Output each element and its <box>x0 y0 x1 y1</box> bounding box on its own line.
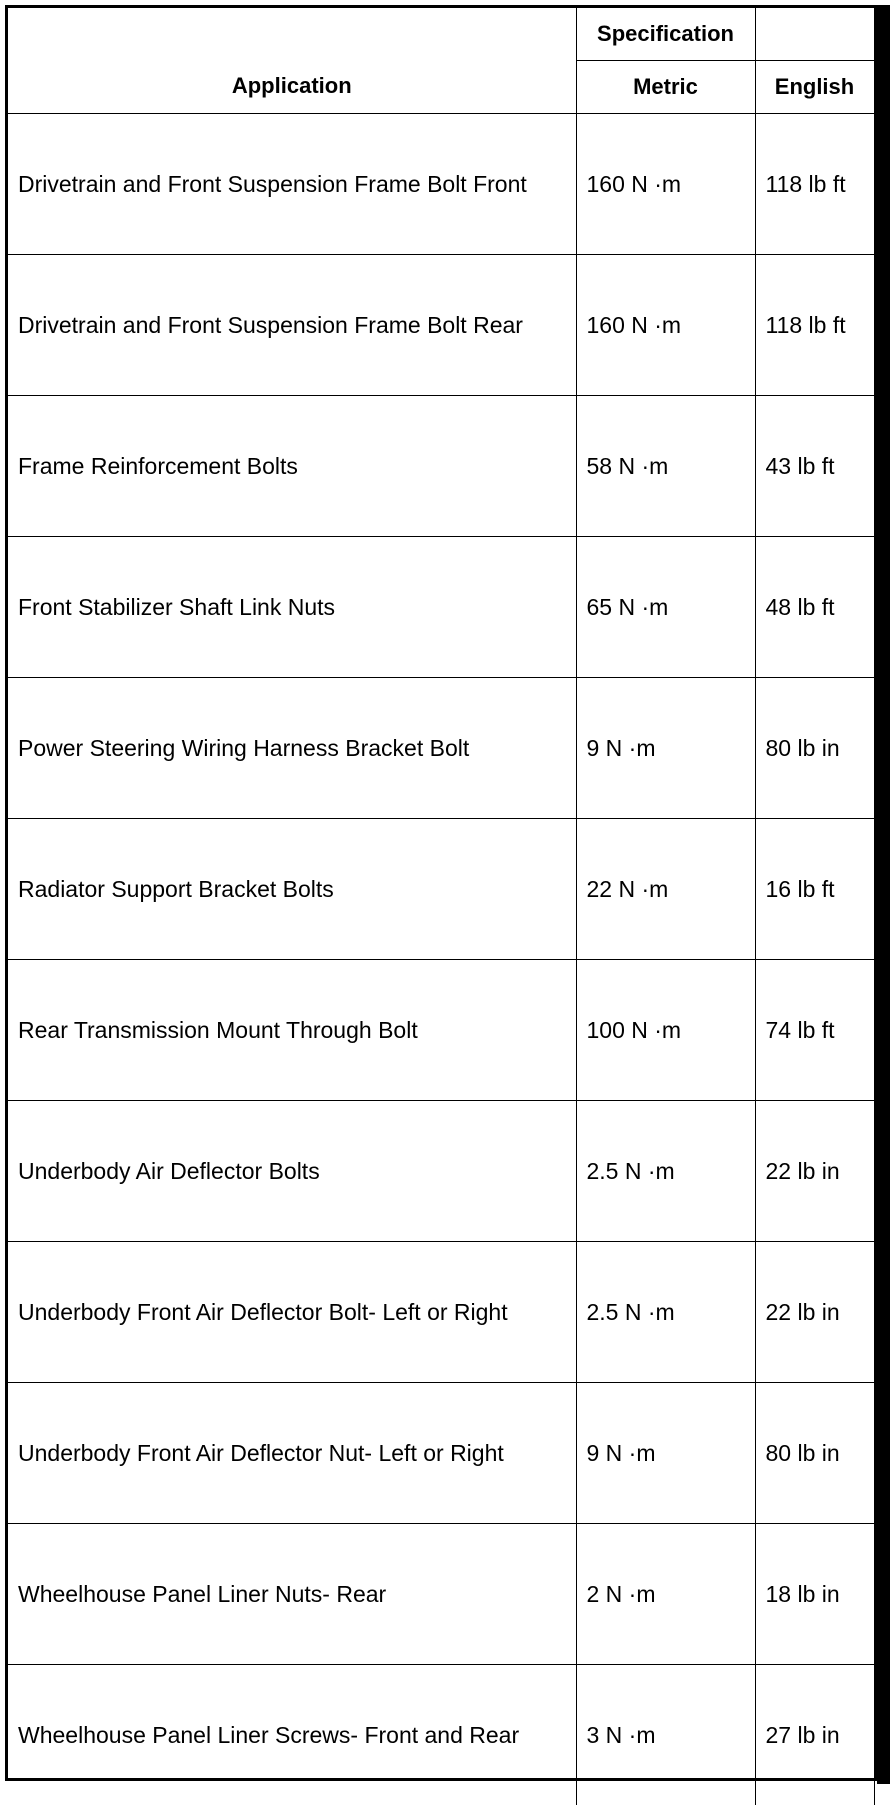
table-row <box>8 819 874 960</box>
metric-cell: 65 N ·m <box>576 537 755 678</box>
english-cell: 118 lb ft <box>755 114 874 255</box>
table-row <box>8 537 874 678</box>
metric-header: Metric <box>576 61 755 114</box>
metric-cell: 160 N ·m <box>576 255 755 396</box>
application-cell: Underbody Front Air Deflector Bolt- Left or Right <box>8 1242 576 1383</box>
table-row <box>8 960 874 1101</box>
metric-cell: 9 N ·m <box>576 678 755 819</box>
metric-cell: 2 N ·m <box>576 1524 755 1665</box>
english-cell: 74 lb ft <box>755 960 874 1101</box>
metric-cell: 22 N ·m <box>576 819 755 960</box>
table-row <box>8 114 874 255</box>
table-row <box>8 255 874 396</box>
metric-cell: 9 N ·m <box>576 1383 755 1524</box>
table-row <box>8 396 874 537</box>
english-cell: 48 lb ft <box>755 537 874 678</box>
english-cell: 80 lb in <box>755 678 874 819</box>
application-cell: Wheelhouse Panel Liner Screws- Front and Rear <box>8 1665 576 1805</box>
application-cell: Frame Reinforcement Bolts <box>8 396 576 537</box>
application-cell: Underbody Air Deflector Bolts <box>8 1101 576 1242</box>
specification-header-blank <box>755 8 874 61</box>
table-row <box>8 1524 874 1665</box>
application-cell: Rear Transmission Mount Through Bolt <box>8 960 576 1101</box>
english-cell: 27 lb in <box>755 1665 874 1805</box>
application-cell: Power Steering Wiring Harness Bracket Bolt <box>8 678 576 819</box>
english-header: English <box>755 61 874 114</box>
english-cell: 16 lb ft <box>755 819 874 960</box>
application-cell: Underbody Front Air Deflector Nut- Left or Right <box>8 1383 576 1524</box>
application-cell: Front Stabilizer Shaft Link Nuts <box>8 537 576 678</box>
english-cell: 43 lb ft <box>755 396 874 537</box>
metric-cell: 58 N ·m <box>576 396 755 537</box>
english-cell: 80 lb in <box>755 1383 874 1524</box>
metric-cell: 3 N ·m <box>576 1665 755 1805</box>
torque-spec-table <box>8 8 875 1805</box>
header-row-top <box>8 8 874 61</box>
table-row <box>8 678 874 819</box>
application-cell: Drivetrain and Front Suspension Frame Bolt Front <box>8 114 576 255</box>
specification-header: Specification <box>576 8 755 61</box>
metric-cell: 100 N ·m <box>576 960 755 1101</box>
application-header: Application <box>8 8 576 114</box>
spec-table-frame <box>5 5 877 1781</box>
application-cell: Radiator Support Bracket Bolts <box>8 819 576 960</box>
metric-cell: 160 N ·m <box>576 114 755 255</box>
english-cell: 118 lb ft <box>755 255 874 396</box>
table-row <box>8 1383 874 1524</box>
english-cell: 22 lb in <box>755 1101 874 1242</box>
table-row <box>8 1101 874 1242</box>
table-row <box>8 1665 874 1805</box>
application-cell: Wheelhouse Panel Liner Nuts- Rear <box>8 1524 576 1665</box>
english-cell: 18 lb in <box>755 1524 874 1665</box>
metric-cell: 2.5 N ·m <box>576 1101 755 1242</box>
table-row <box>8 1242 874 1383</box>
english-cell: 22 lb in <box>755 1242 874 1383</box>
application-cell: Drivetrain and Front Suspension Frame Bolt Rear <box>8 255 576 396</box>
metric-cell: 2.5 N ·m <box>576 1242 755 1383</box>
